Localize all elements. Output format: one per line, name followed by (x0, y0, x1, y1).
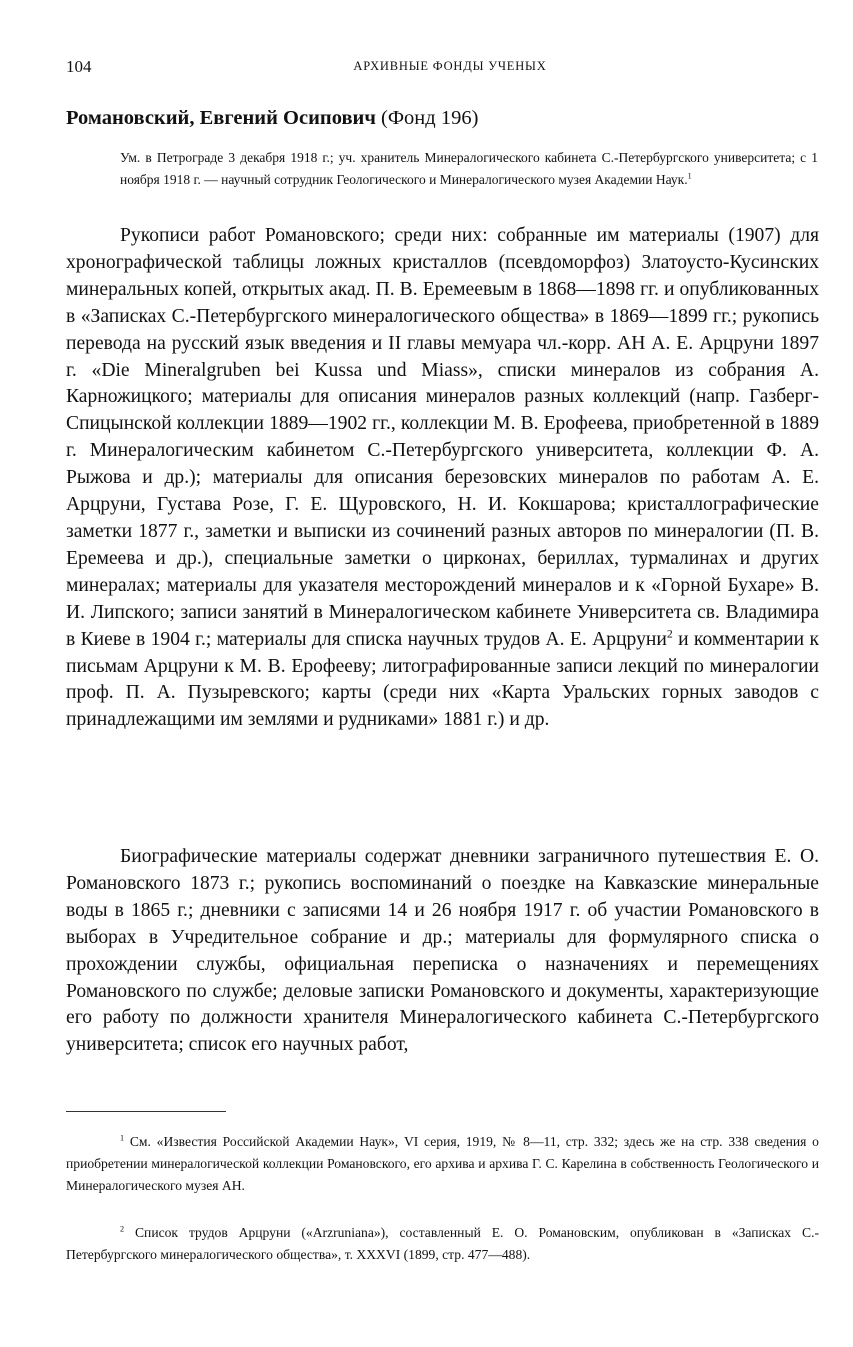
footnote (66, 1222, 819, 1266)
entry-fund: (Фонд 196) (381, 107, 479, 129)
footnote-mark: 2 (120, 1224, 125, 1234)
bio-note (120, 147, 818, 190)
footnote (66, 1131, 819, 1197)
paragraph-manuscripts (66, 223, 819, 734)
running-head: АРХИВНЫЕ ФОНДЫ УЧЕНЫХ (353, 59, 547, 73)
footnote-divider (66, 1111, 226, 1112)
bio-note-footnote-ref: 1 (687, 171, 692, 180)
entry-name: Романовский, Евгений Осипович (66, 107, 376, 129)
bio-note-text: Ум. в Петрограде 3 декабря 1918 г.; уч. хранитель Минералогического кабинета С.-Петербургского университета; с 1 ноября 1918 г. — научный сотрудник Геологического и Минералогического музея Академии Наук. (120, 150, 818, 187)
paragraph-manuscripts-part2: и комментарии к письмам Арцруни к М. В. Ерофееву; литографированные записи лекций по минералогии проф. П. А. Пузыревского; карты (среди них «Карта Уральских горных заводов с принадлежащими им землями и рудниками» 1881 г.) и др. (66, 628, 820, 731)
footnote-text: Список трудов Арцруни («Arzruniana»), составленный Е. О. Романовским, опубликован в «Записках С.-Петербургского минералогического общества», т. XXXVI (1899, стр. 477—488). (66, 1225, 819, 1262)
page-number: 104 (66, 57, 92, 76)
footnote-mark: 1 (120, 1133, 125, 1143)
paragraph-biographical: Биографические материалы содержат дневники заграничного путешествия Е. О. Романовского 1873 г.; рукопись воспоминаний о поездке на Кавказские минеральные воды в 1865 г.; дневники с записями 14 и 26 ноября 1917 г. об участии Романовского в выборах в Учредительное собрание и др.; материалы для формулярного списка о прохождении службы, официальная переписка о назначениях и перемещениях Романовского по службе; деловые записки Романовского и документы, характеризующие его работу по должности хранителя Минералогического кабинета С.-Петербургского университета; список его научных работ, (66, 846, 819, 1056)
paragraph-manuscripts-part1: Рукописи работ Романовского; среди них: собранные им материалы (1907) для хронографической таблицы ложных кристаллов (псевдоморфоз) Златоусто-Кусинских минеральных копей, открытых акад. П. В. Еремеевым в 1868—1898 гг. и опубликованных в «Записках С.-Петербургского минералогического общества» в 1869—1899 гг.; рукопись перевода на русский язык введения и II главы мемуара чл.-корр. АН А. Е. Арцруни 1897 г. «Die Mineralgruben bei Kussa und Miass», списки минералов из собрания А. Карножицкого; материалы для описания минералов разных коллекций (напр. Газберг-Спицынской коллекции 1889—1902 гг., коллекции М. В. Ерофеева, приобретенной в 1889 г. Минералогическим кабинетом С.-Петербургского университета, коллекции Ф. А. Рыжова и др.); материалы для описания березовских минералов по работам А. Е. Арцруни, Густава Розе, Г. Е. Щуровского, Н. И. Кокшарова; кристаллографические заметки 1877 г., заметки и выписки из сочинений разных авторов по минералогии (П. В. Еремеева и др.), специальные заметки о цирконах, бериллах, турмалинах и других минералах; материалы для указателя месторождений минералов и к «Горной Бухаре» В. И. Липского; записи занятий в Минералогическом кабинете Университета св. Владимира в Киеве в 1904 г.; материалы для списка научных трудов А. Е. Арцруни (66, 225, 819, 650)
entry-heading (66, 107, 806, 130)
footnote-text: См. «Известия Российской Академии Наук», VI серия, 1919, № 8—11, стр. 332; здесь же на стр. 338 сведения о приобретении минералогической коллекции Романовского, его архива и архива Г. С. Карелина в собственность Геологического и Минералогического музея АН. (66, 1134, 819, 1193)
paragraph-footnote-ref: 2 (666, 627, 673, 641)
